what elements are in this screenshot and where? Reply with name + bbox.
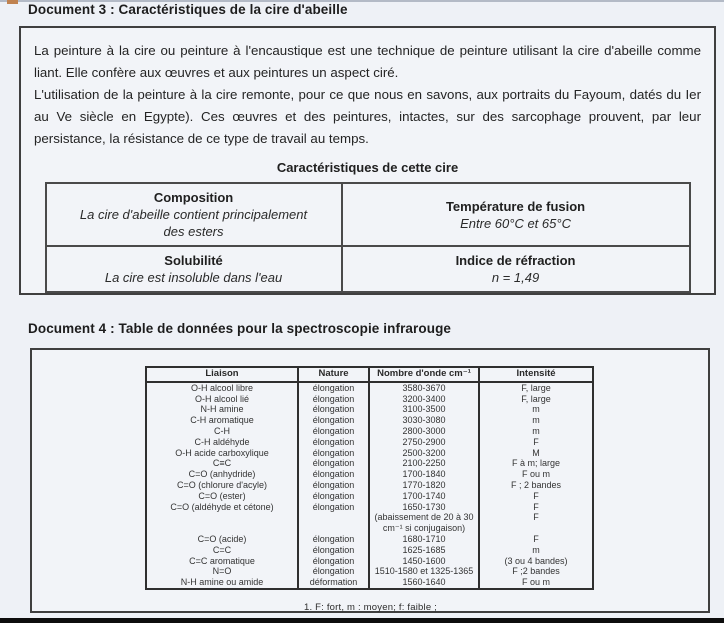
table-cell: O-H alcool lié — [194, 393, 250, 404]
table-cell: C≡C — [212, 458, 232, 469]
table-cell: F ; 2 bandes — [479, 480, 593, 491]
table-cell: 1700-1740 — [369, 491, 479, 502]
table-cell: élongation — [298, 556, 369, 567]
table-cell: F — [479, 534, 593, 545]
table-cell: élongation — [298, 448, 369, 459]
table-cell: C-H aldéhyde — [194, 436, 250, 447]
table-cell: 3100-3500 — [369, 404, 479, 415]
column-header-intensite: Intensité — [479, 367, 593, 382]
table-cell: 1560-1640 — [369, 577, 479, 589]
intensity-legend-footnote: 1. F: fort, m : moyen; f: faible ; — [304, 602, 437, 613]
table-cell: 2100-2250 — [369, 458, 479, 469]
table-cell: 3580-3670 — [369, 382, 479, 394]
table-cell: F — [479, 502, 593, 513]
table-cell: élongation — [298, 480, 369, 491]
table-cell: F ou m — [479, 469, 593, 480]
table-cell: élongation — [298, 566, 369, 577]
table-cell: O-H acide carboxylique — [175, 447, 269, 458]
table-cell: N=O — [212, 566, 232, 577]
ir-spectroscopy-table — [145, 366, 594, 590]
table-cell: élongation — [298, 534, 369, 545]
table-row — [146, 566, 593, 577]
table-cell: m — [479, 404, 593, 415]
table-row — [146, 404, 593, 415]
table-header-row — [146, 367, 593, 382]
temperature-cell — [342, 183, 690, 246]
cell-body: Entre 60°C et 65°C — [460, 215, 571, 231]
document4-title: Document 4 : Table de données pour la spectroscopie infrarouge — [28, 321, 452, 336]
table-cell: élongation — [298, 437, 369, 448]
ir-table-header — [146, 367, 593, 382]
table-row — [146, 556, 593, 567]
table-cell: élongation — [298, 404, 369, 415]
table-row — [146, 512, 593, 534]
table-cell: m — [479, 426, 593, 437]
table-cell: C=C aromatique — [189, 555, 255, 566]
cell-heading: Solubilité — [164, 253, 223, 268]
table-row — [146, 577, 593, 589]
cell-body: La cire d'abeille contient principalement des esters — [79, 207, 308, 239]
solubilite-cell — [46, 246, 342, 292]
table-cell: F à m; large — [479, 458, 593, 469]
document4-box — [30, 348, 710, 613]
table-row — [146, 394, 593, 405]
table-row — [146, 491, 593, 502]
table-row — [146, 469, 593, 480]
table-row — [146, 426, 593, 437]
characteristics-table-title: Caractéristiques de cette cire — [276, 160, 459, 175]
table-cell: F ;2 bandes — [479, 566, 593, 577]
scan-bottom-edge — [0, 618, 724, 623]
table-cell: (abaissement de 20 à 30 cm⁻¹ si conjugaison) — [369, 512, 479, 534]
table-cell: 1700-1840 — [369, 469, 479, 480]
table-cell: élongation — [298, 415, 369, 426]
table-cell: C=O (anhydride) — [188, 469, 256, 480]
table-cell: C=O (chlorure d'acyle) — [177, 479, 267, 490]
table-cell: C=O (aldéhyde et cétone) — [170, 501, 274, 512]
table-cell: C=O (ester) — [198, 490, 246, 501]
table-cell: déformation — [298, 577, 369, 589]
scan-artifact-mark — [7, 0, 18, 4]
table-cell: 3030-3080 — [369, 415, 479, 426]
table-cell: 1450-1600 — [369, 556, 479, 567]
table-row — [146, 545, 593, 556]
table-cell: F — [479, 437, 593, 448]
table-cell: 2500-3200 — [369, 448, 479, 459]
table-row — [146, 534, 593, 545]
table-cell: élongation — [298, 502, 369, 513]
table-row — [46, 246, 690, 292]
table-cell: N-H amine ou amide — [180, 577, 264, 588]
table-row — [146, 448, 593, 459]
table-cell: N-H amine — [200, 404, 244, 415]
table-cell: m — [479, 545, 593, 556]
table-cell: élongation — [298, 426, 369, 437]
document3-box — [19, 26, 716, 295]
table-cell: 2800-3000 — [369, 426, 479, 437]
table-cell: 1625-1685 — [369, 545, 479, 556]
document3-title: Document 3 : Caractéristiques de la cire d'abeille — [28, 2, 348, 17]
table-cell: C=C — [212, 544, 232, 555]
table-cell: élongation — [298, 394, 369, 405]
table-cell: F, large — [479, 394, 593, 405]
table-cell: O-H alcool libre — [190, 382, 254, 393]
cell-body: n = 1,49 — [491, 270, 540, 285]
table-row — [146, 415, 593, 426]
table-cell: élongation — [298, 491, 369, 502]
column-header-nombre-onde: Nombre d'onde cm⁻¹ — [369, 367, 479, 382]
table-cell: C=O (acide) — [197, 533, 247, 544]
ir-table-body — [146, 382, 593, 589]
table-row — [146, 437, 593, 448]
column-header-liaison: Liaison — [146, 367, 298, 382]
table-cell: m — [479, 415, 593, 426]
cell-body: La cire est insoluble dans l'eau — [104, 270, 283, 285]
table-cell: C-H aromatique — [190, 415, 254, 426]
table-row — [146, 382, 593, 394]
table-cell: 1770-1820 — [369, 480, 479, 491]
cell-heading: Température de fusion — [445, 198, 586, 214]
table-row — [146, 480, 593, 491]
table-cell: (3 ou 4 bandes) — [479, 556, 593, 567]
table-cell: élongation — [298, 469, 369, 480]
table-cell: F — [479, 512, 593, 534]
table-cell: 3200-3400 — [369, 394, 479, 405]
table-cell: 2750-2900 — [369, 437, 479, 448]
table-cell: 1510-1580 et 1325-1365 — [369, 566, 479, 577]
cell-heading: Composition — [153, 190, 234, 205]
document3-paragraph-2: L'utilisation de la peinture à la cire remonte, pour ce que nous en savons, aux portraits du Fayoum, datés du Ier au Ve siècle en Egypte). Ces œuvres et des peintures, intactes, sur des sarcophage prouvent, par leur persistance, la résistance de ce type de travail au temps. — [34, 87, 701, 146]
table-row — [146, 458, 593, 469]
document3-paragraph-1: La peinture à la cire ou peinture à l'encaustique est une technique de peinture utilisant la cire d'abeille comme liant. Elle confère aux œuvres et aux peintures un aspect ciré. — [34, 43, 701, 80]
column-header-nature: Nature — [298, 367, 369, 382]
composition-cell — [46, 183, 342, 246]
refraction-cell — [342, 246, 690, 292]
table-cell: F — [479, 491, 593, 502]
table-row — [146, 502, 593, 513]
table-cell — [146, 512, 298, 534]
table-cell: élongation — [298, 382, 369, 394]
table-row — [46, 183, 690, 246]
table-cell: M — [479, 448, 593, 459]
table-cell: 1680-1710 — [369, 534, 479, 545]
characteristics-table — [45, 182, 691, 293]
table-cell: C-H — [214, 425, 230, 436]
table-cell: F ou m — [479, 577, 593, 589]
table-cell: F, large — [479, 382, 593, 394]
table-cell — [298, 512, 369, 534]
table-cell: élongation — [298, 458, 369, 469]
table-cell: élongation — [298, 545, 369, 556]
cell-heading: Indice de réfraction — [455, 253, 576, 268]
table-cell: 1650-1730 — [369, 502, 479, 513]
